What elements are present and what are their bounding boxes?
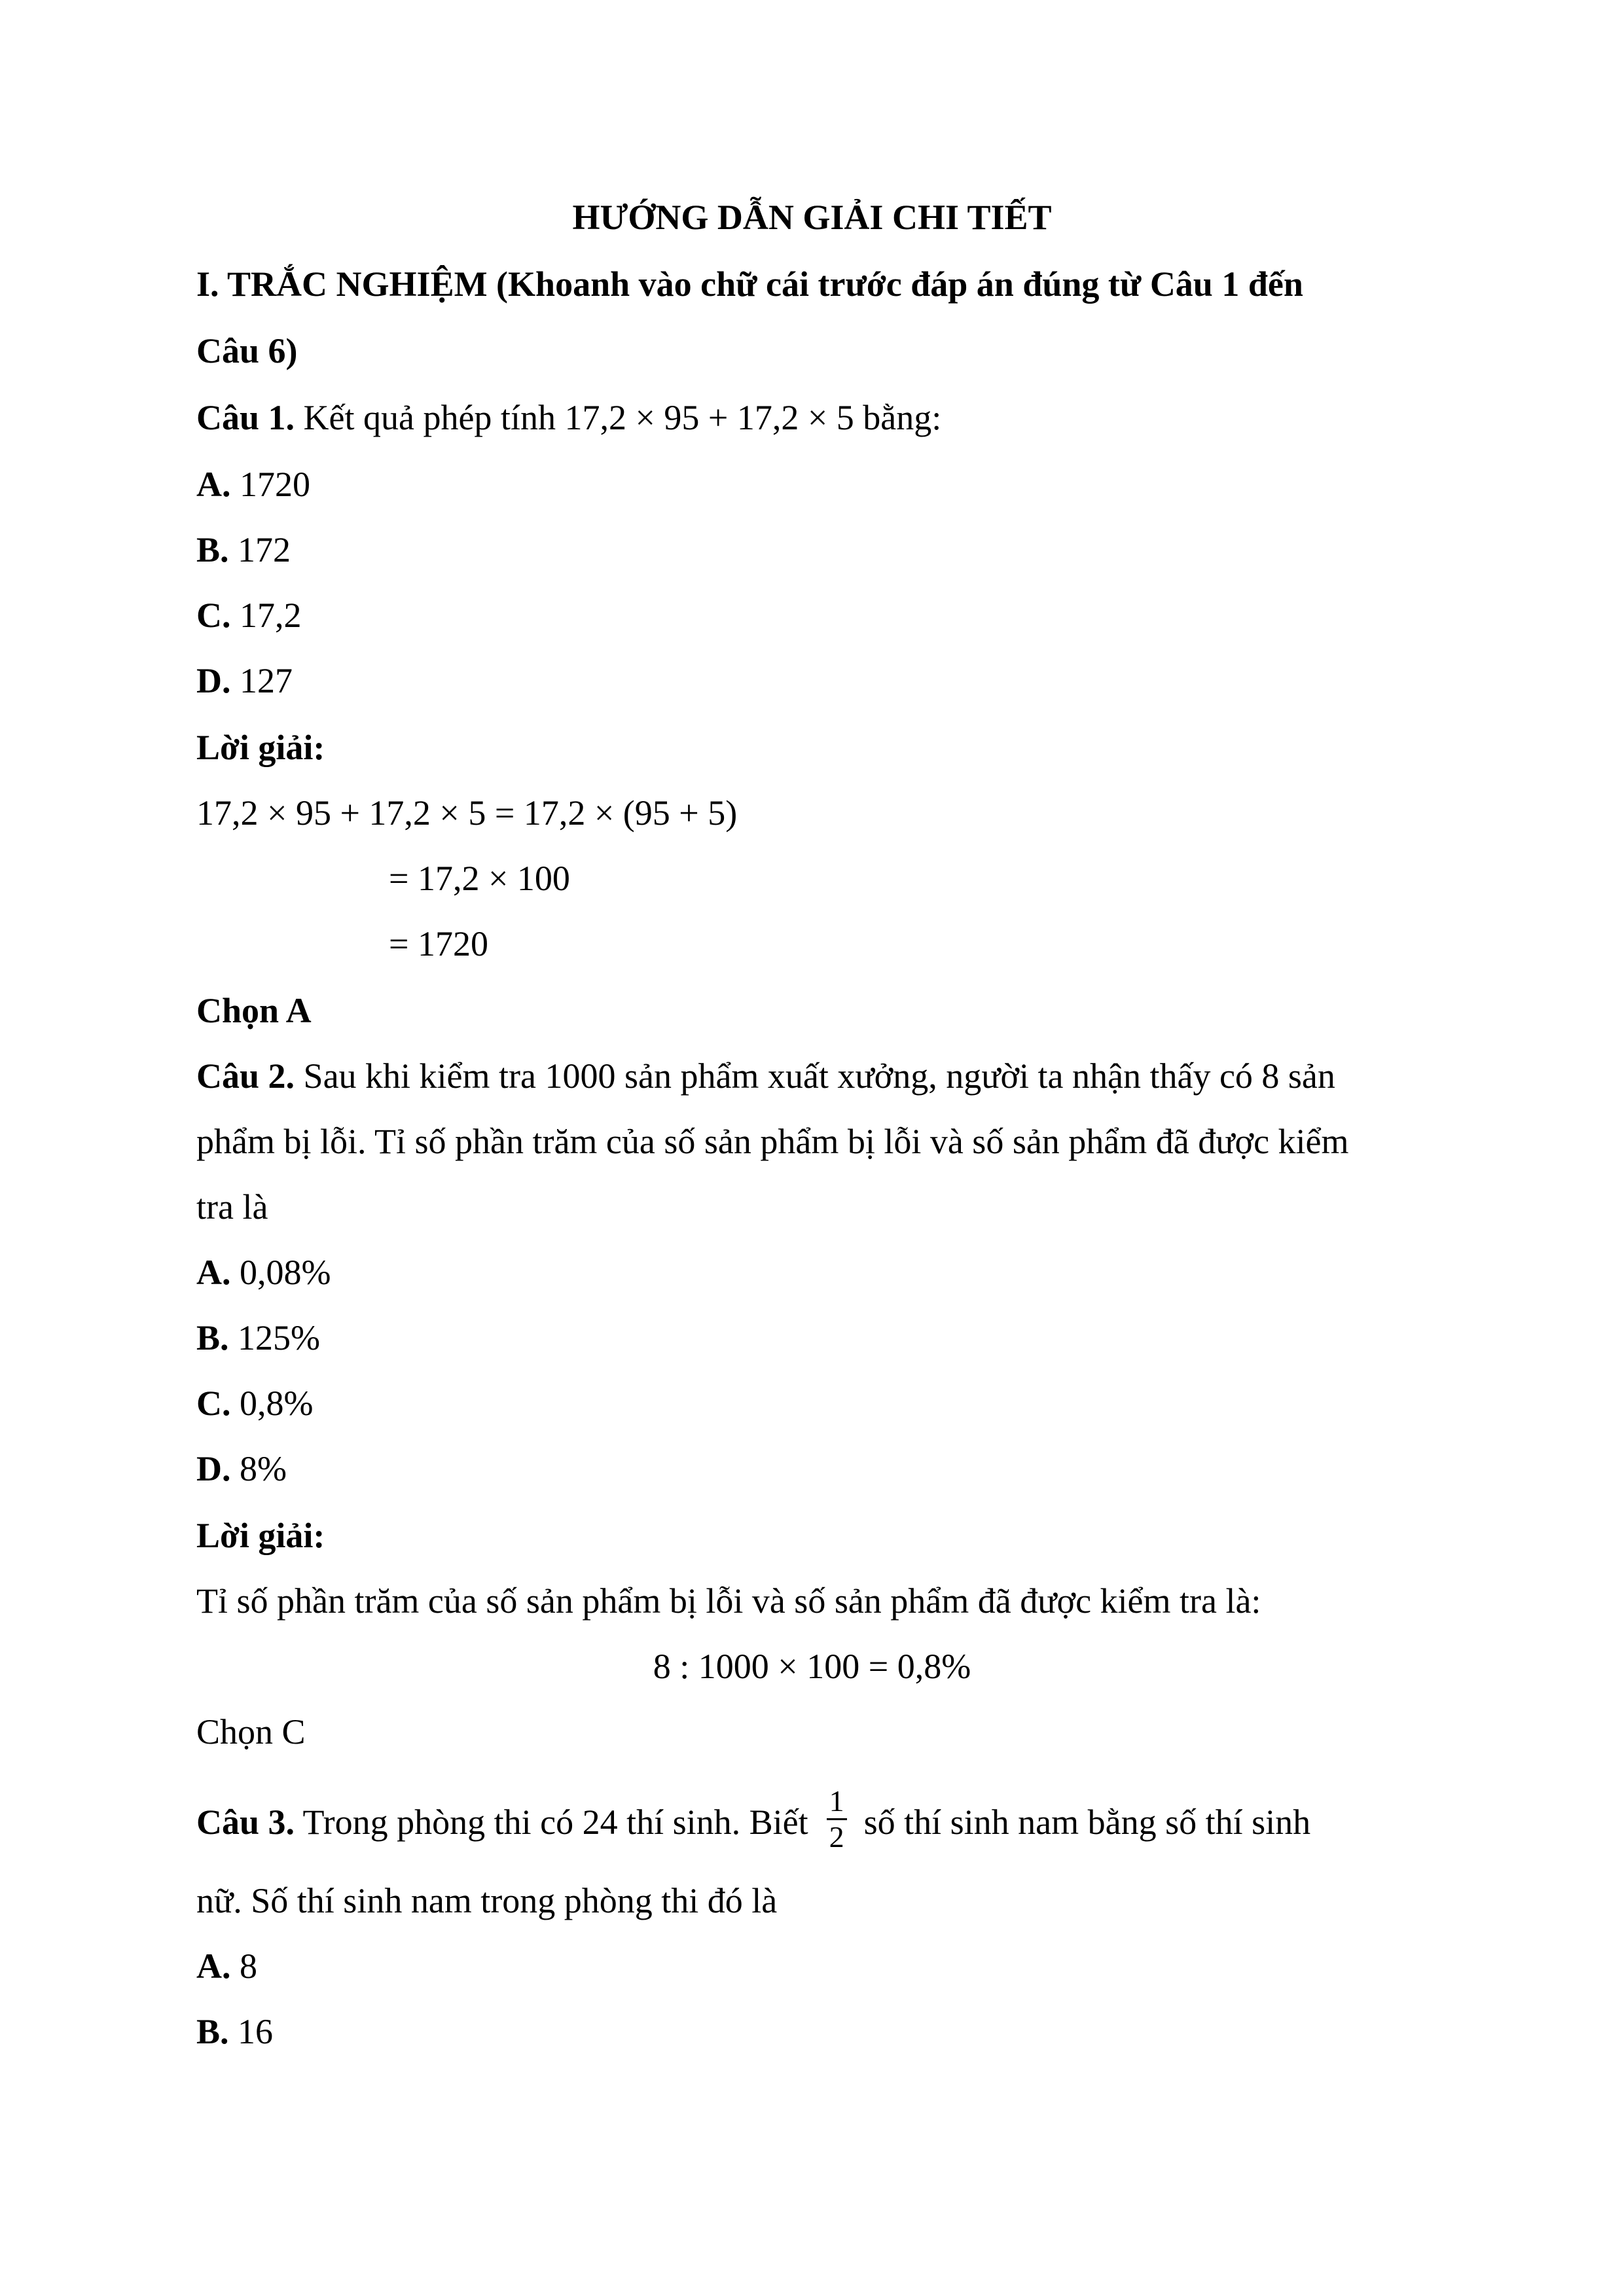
question-3 [196, 1784, 1311, 1861]
option-text: 172 [228, 530, 291, 569]
question-2-text-line-2: phẩm bị lỗi. Tỉ số phần trăm của số sản phẩm bị lỗi và số sản phẩm đã được kiểm [196, 1122, 1349, 1161]
q1-option-b [196, 529, 291, 571]
question-1-label: Câu 1. [196, 398, 295, 437]
question-3-label: Câu 3. [196, 1802, 295, 1842]
question-1-text: Kết quả phép tính 17,2 × 95 + 17,2 × 5 bằng: [295, 398, 942, 437]
question-3-text-before: Trong phòng thi có 24 thí sinh. Biết [295, 1802, 808, 1842]
q1-option-c [196, 594, 302, 636]
q3-option-b [196, 2011, 273, 2053]
q2-solution-text: Tỉ số phần trăm của số sản phẩm bị lỗi và số sản phẩm đã được kiểm tra là: [196, 1581, 1261, 1621]
option-letter: C. [196, 1384, 231, 1423]
q1-answer: Chọn A [196, 991, 312, 1030]
q2-solution-label: Lời giải: [196, 1516, 325, 1555]
fraction-numerator: 1 [827, 1784, 847, 1820]
option-letter: B. [196, 2012, 229, 2051]
option-letter: D. [196, 661, 231, 700]
section-heading-line-2: Câu 6) [196, 331, 298, 370]
option-text: 17,2 [230, 596, 302, 635]
q1-step-1: 17,2 × 95 + 17,2 × 5 = 17,2 × (95 + 5) [196, 793, 738, 833]
option-text: 16 [228, 2012, 274, 2051]
question-2 [196, 1055, 1335, 1097]
option-text: 8 [230, 1946, 257, 1986]
q1-solution-label: Lời giải: [196, 728, 325, 767]
option-text: 127 [230, 661, 293, 700]
option-letter: C. [196, 596, 231, 635]
question-1 [196, 397, 941, 439]
q1-step-2: = 17,2 × 100 [389, 859, 570, 898]
option-text: 0,08% [230, 1253, 331, 1292]
option-letter: A. [196, 465, 231, 504]
option-text: 1720 [230, 465, 310, 504]
option-text: 0,8% [230, 1384, 314, 1423]
question-2-text-line-3: tra là [196, 1187, 268, 1227]
option-letter: B. [196, 530, 229, 569]
q2-calculation: 8 : 1000 × 100 = 0,8% [653, 1647, 971, 1686]
q2-option-b [196, 1317, 320, 1359]
question-3-text-after: số thí sinh nam bằng số thí sinh [863, 1802, 1311, 1842]
option-text: 8% [230, 1449, 287, 1488]
fraction [827, 1784, 847, 1854]
q2-option-d [196, 1448, 287, 1490]
option-text: 125% [228, 1318, 321, 1357]
page-title: HƯỚNG DẪN GIẢI CHI TIẾT [572, 198, 1052, 237]
q3-option-a [196, 1945, 257, 1987]
question-3-text-line-2: nữ. Số thí sinh nam trong phòng thi đó là [196, 1881, 778, 1920]
section-heading-line-1: I. TRẮC NGHIỆM (Khoanh vào chữ cái trước đáp án đúng từ Câu 1 đến [196, 264, 1303, 304]
option-letter: D. [196, 1449, 231, 1488]
q1-option-a [196, 463, 310, 505]
q2-option-c [196, 1382, 313, 1424]
q2-answer: Chọn C [196, 1712, 306, 1751]
option-letter: A. [196, 1253, 231, 1292]
q2-option-a [196, 1251, 331, 1293]
option-letter: B. [196, 1318, 229, 1357]
fraction-denominator: 2 [829, 1820, 844, 1854]
q1-step-3: = 1720 [389, 924, 488, 963]
question-2-label: Câu 2. [196, 1056, 295, 1096]
option-letter: A. [196, 1946, 231, 1986]
q1-option-d [196, 660, 293, 702]
question-2-text-line-1: Sau khi kiểm tra 1000 sản phẩm xuất xưởng, người ta nhận thấy có 8 sản [295, 1056, 1335, 1096]
